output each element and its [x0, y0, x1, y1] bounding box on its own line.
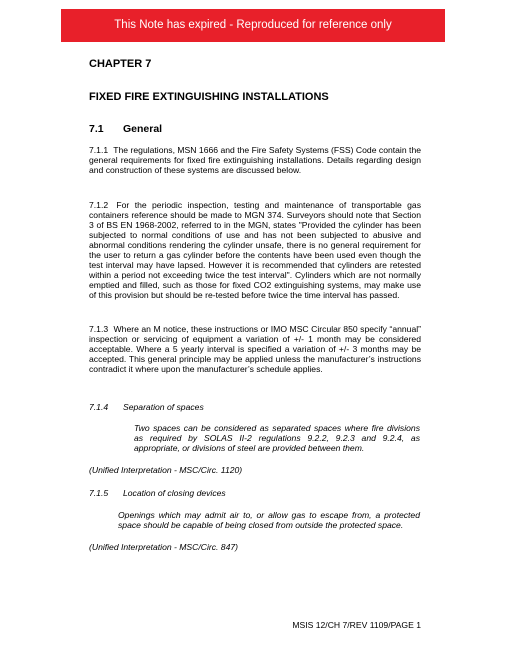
paragraph-text: Where an M notice, these instructions or IMO MSC Circular 850 specify “annual” inspection or servicing of equipment a variation of +/- 1 month may be considered acceptable. Where a 5 yearly interval is specified a variation of +/- 3 months may be accepted. This general principle may be applied unless the manufacturer’s instructions contradict it where upon the manufacturer’s schedule applies.	[89, 324, 421, 374]
interpretation-reference-7-1-4: (Unified Interpretation - MSC/Circ. 1120)	[89, 465, 243, 475]
paragraph-7-1-2	[89, 200, 421, 300]
paragraph-text: The regulations, MSN 1666 and the Fire Safety Systems (FSS) Code contain the general requirements for fixed fire extinguishing installations. Details regarding design and construction of these systems are discussed below.	[89, 145, 421, 175]
subsection-number: 7.1.5	[89, 488, 109, 498]
paragraph-number: 7.1.1	[89, 145, 109, 155]
chapter-label: CHAPTER 7	[89, 58, 152, 70]
subsection-heading-7-1-4	[89, 402, 204, 412]
expired-notice-banner: This Note has expired - Reproduced for reference only	[61, 9, 445, 42]
chapter-heading: FIXED FIRE EXTINGUISHING INSTALLATIONS	[89, 91, 329, 103]
subsection-heading-7-1-5	[89, 488, 226, 498]
quoted-interpretation-7-1-5: Openings which may admit air to, or allow gas to escape from, a protected space should be capable of being closed from outside the protected space.	[118, 510, 420, 530]
paragraph-number: 7.1.2	[89, 200, 109, 210]
subsection-number: 7.1.4	[89, 402, 109, 412]
paragraph-7-1-3	[89, 324, 421, 374]
page-footer: MSIS 12/CH 7/REV 1109/PAGE 1	[292, 620, 421, 630]
section-title: General	[123, 123, 163, 135]
interpretation-reference-7-1-5: (Unified Interpretation - MSC/Circ. 847)	[89, 542, 239, 552]
paragraph-number: 7.1.3	[89, 324, 109, 334]
section-number: 7.1	[89, 123, 104, 135]
section-heading	[89, 123, 162, 135]
subsection-title: Separation of spaces	[123, 402, 204, 412]
quoted-interpretation-7-1-4: Two spaces can be considered as separated spaces where fire divisions as required by SOLAS II-2 regulations 9.2.2, 9.2.3 and 9.2.4, as appropriate, or divisions of steel are provided between them.	[134, 423, 420, 453]
paragraph-7-1-1	[89, 145, 421, 175]
paragraph-text: For the periodic inspection, testing and maintenance of transportable gas containers reference should be made to MGN 374. Surveyors should note that Section 3 of BS EN 1968-2002, referred to in the MGN, states "Provided the cylinder has been subjected to normal conditions of use and has not been subjected to abusive and abnormal conditions rendering the cylinder unsafe, there is no general requirement for the user to return a gas cylinder before the contents have been used even though the test interval may have lapsed. However it is recommended that cylinders are retested within a period not exceeding twice the test interval". Cylinders which are not normally emptied and filled, such as those for fixed CO2 extinguishing systems, may make use of this provision but should be re-tested before twice the time interval has passed.	[89, 200, 422, 300]
subsection-title: Location of closing devices	[123, 488, 226, 498]
